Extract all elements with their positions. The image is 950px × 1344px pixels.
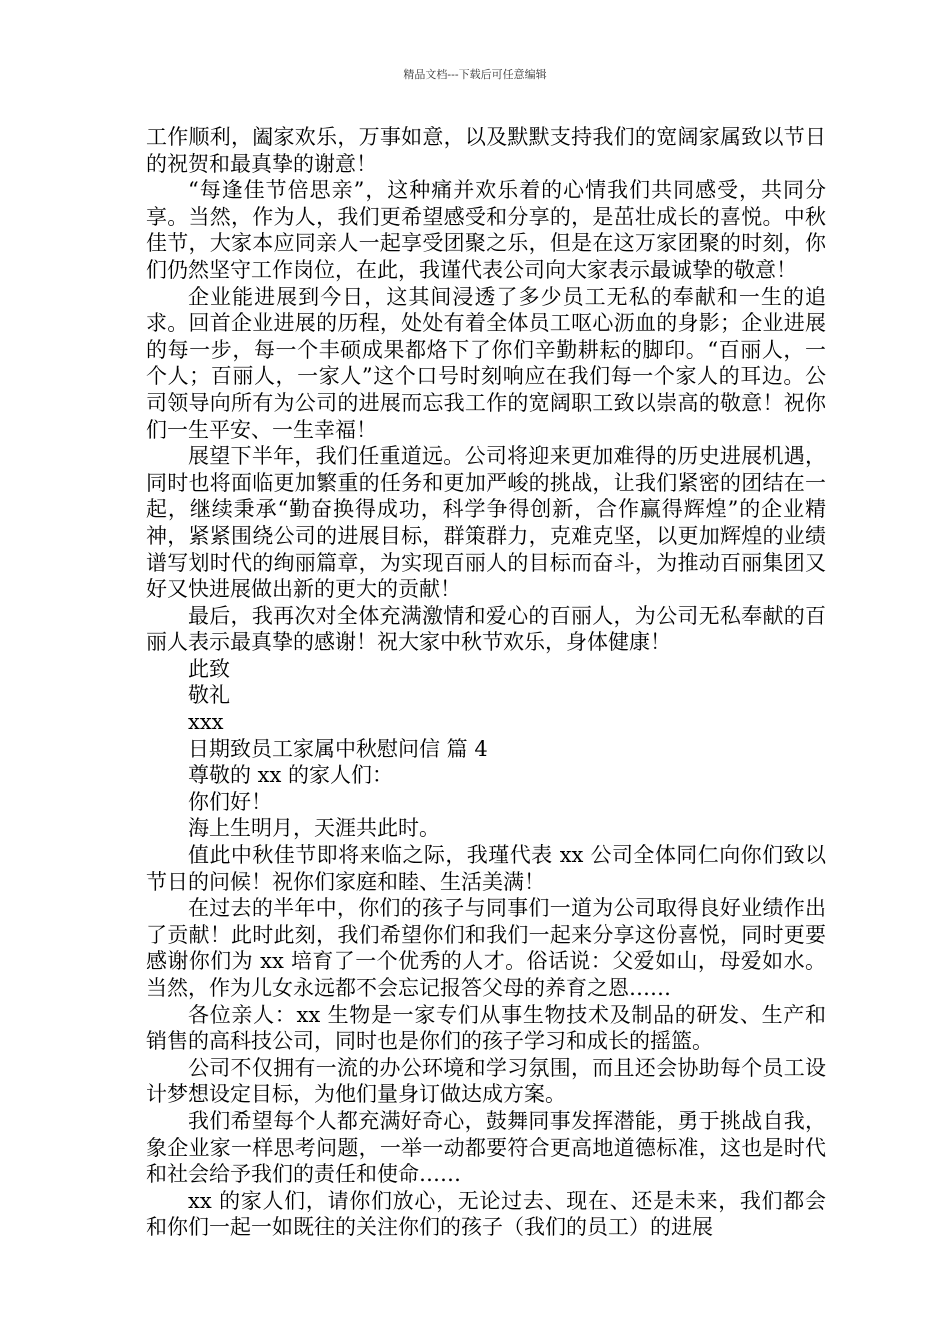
text-line: 此致 (188, 656, 230, 681)
text-line: 你们好！ (188, 789, 272, 814)
paragraph: 最后，我再次对全体充满激情和爱心的百丽人，为公司无私奉献的百丽人表示最真挚的感谢！祝大家中秋节欢乐，身体健康！ (146, 603, 826, 655)
text-line: 敬礼 (188, 683, 230, 708)
paragraph: xx 的家人们，请你们放心，无论过去、现在、还是未来，我们都会和你们一起一如既往的关注你们的孩子（我们的员工）的进展 (146, 1188, 826, 1240)
paragraph: 公司不仅拥有一流的办公环境和学习氛围，而且还会协助每个员工设计梦想设定目标，为他们量身订做达成方案。 (146, 1055, 826, 1107)
text-line: xxx (188, 710, 224, 735)
text-line: 海上生明月，天涯共此时。 (188, 816, 440, 841)
text-line: 日期致员工家属中秋慰问信 篇 4 (188, 736, 488, 761)
paragraph: 我们希望每个人都充满好奇心，鼓舞同事发挥潜能，勇于挑战自我，象企业家一样思考问题，一举一动都要符合更高地道德标准，这也是时代和社会给予我们的责任和使命…… (146, 1108, 826, 1187)
paragraph: “每逢佳节倍思亲”，这种痛并欢乐着的心情我们共同感受，共同分享。当然，作为人，我们更希望感受和分享的，是茁壮成长的喜悦。中秋佳节，大家本应同亲人一起享受团聚之乐，但是在这万家团聚的时刻，你们仍然坚守工作岗位，在此，我谨代表公司向大家表示最诚挚的敬意！ (146, 178, 826, 282)
paragraph: 在过去的半年中，你们的孩子与同事们一道为公司取得良好业绩作出了贡献！此时此刻，我们希望你们和我们一起来分享这份喜悦，同时更要感谢你们为 xx 培育了一个优秀的人才。俗话说：父爱如山，母爱如水。当然，作为儿女永远都不会忘记报答父母的养育之恩…… (146, 896, 826, 1000)
paragraph: 展望下半年，我们任重道远。公司将迎来更加难得的历史进展机遇，同时也将面临更加繁重的任务和更加严峻的挑战，让我们紧密的团结在一起，继续秉承“勤奋换得成功，科学争得创新，合作赢得辉煌”的企业精神，紧紧围绕公司的进展目标，群策群力，克难克坚，以更加辉煌的业绩谱写划时代的绚丽篇章，为实现百丽人的目标而奋斗，为推动百丽集团又好又快进展做出新的更大的贡献！ (146, 444, 826, 602)
paragraph: 各位亲人：xx 生物是一家专们从事生物技术及制品的研发、生产和销售的高科技公司，同时也是你们的孩子学习和成长的摇篮。 (146, 1002, 826, 1054)
paragraph: 值此中秋佳节即将来临之际，我瑾代表 xx 公司全体同仁向你们致以节日的问候！祝你们家庭和睦、生活美满！ (146, 843, 826, 894)
text-line: 尊敬的 xx 的家人们： (188, 763, 394, 788)
paragraph: 工作顺利，阖家欢乐，万事如意，以及默默支持我们的宽阔家属致以节日的祝贺和最真挚的谢意！ (146, 125, 826, 176)
document-body (146, 124, 826, 1241)
page-header: 精品文档---下载后可任意编辑 (403, 68, 547, 81)
paragraph: 企业能进展到今日，这其间浸透了多少员工无私的奉献和一生的追求。回首企业进展的历程，处处有着全体员工呕心沥血的身影；企业进展的每一步，每一个丰硕成果都烙下了你们辛勤耕耘的脚印。“百丽人，一个人；百丽人，一家人”这个口号时刻响应在我们每一个家人的耳边。公司领导向所有为公司的进展而忘我工作的宽阔职工致以崇高的敬意！祝你们一生平安、一生幸福！ (146, 284, 826, 442)
